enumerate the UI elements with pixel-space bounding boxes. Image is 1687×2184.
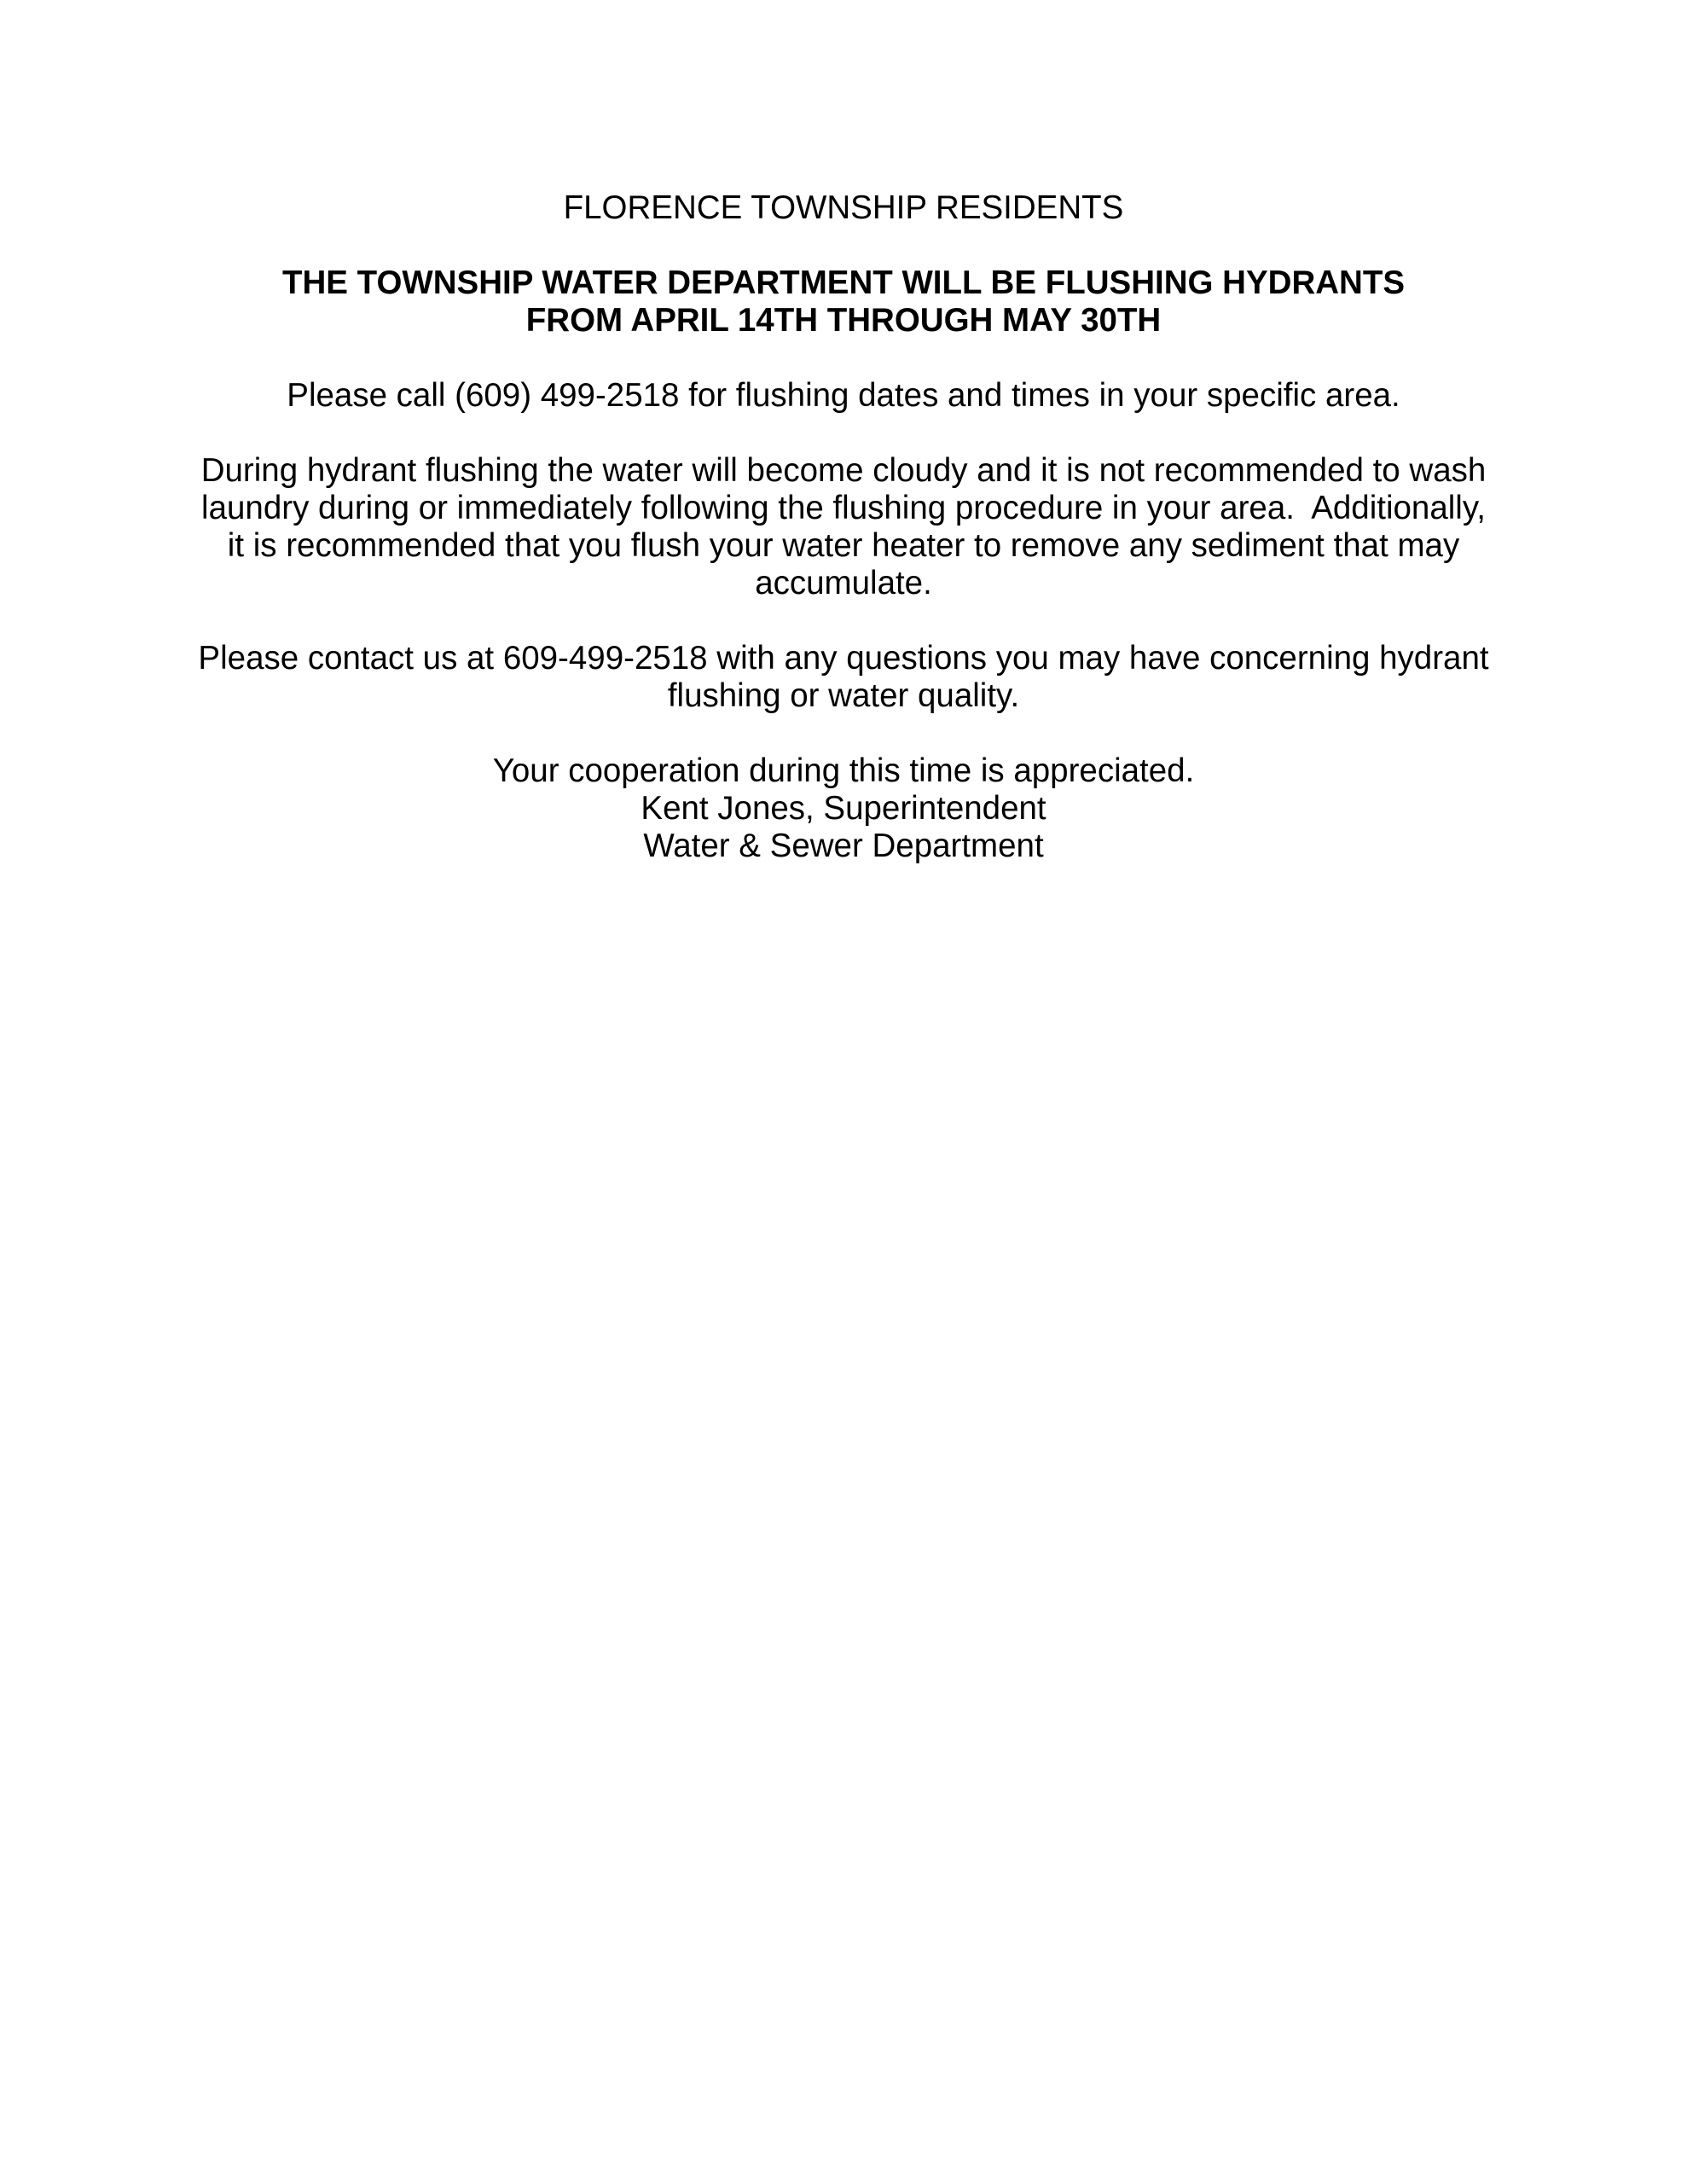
signatory-name: Kent Jones, Superintendent [641, 790, 1046, 827]
contact-line-1: Please contact us at 609-499-2518 with any questions you may have concerning hydrant [198, 640, 1489, 677]
signatory-department: Water & Sewer Department [643, 828, 1044, 864]
phone-callout [171, 377, 1516, 415]
advisory-line-4: accumulate. [755, 565, 932, 601]
headline [171, 264, 1516, 340]
advisory-line-1: During hydrant flushing the water will become cloudy and it is not recommended to wash [200, 452, 1487, 489]
headline-line-2: FROM APRIL 14TH THROUGH MAY 30TH [525, 302, 1162, 339]
callout-text: Please call (609) 499-2518 for flushing dates and times in your specific area. [287, 377, 1400, 414]
closing-signature [171, 752, 1516, 865]
advisory-line-2: laundry during or immediately following the flushing procedure in your area. Additionally, [201, 490, 1486, 526]
contact-line-2: flushing or water quality. [667, 677, 1020, 714]
advisory-paragraph [171, 452, 1516, 602]
headline-line-1: THE TOWNSHIP WATER DEPARTMENT WILL BE FLUSHING HYDRANTS [281, 264, 1406, 301]
addressee-line [171, 189, 1516, 227]
addressee-text: FLORENCE TOWNSHIP RESIDENTS [563, 189, 1124, 226]
notice-body [171, 189, 1516, 865]
contact-paragraph [171, 640, 1516, 715]
advisory-line-3: it is recommended that you flush your water heater to remove any sediment that may [227, 527, 1460, 564]
closing-line: Your cooperation during this time is appreciated. [492, 752, 1195, 789]
